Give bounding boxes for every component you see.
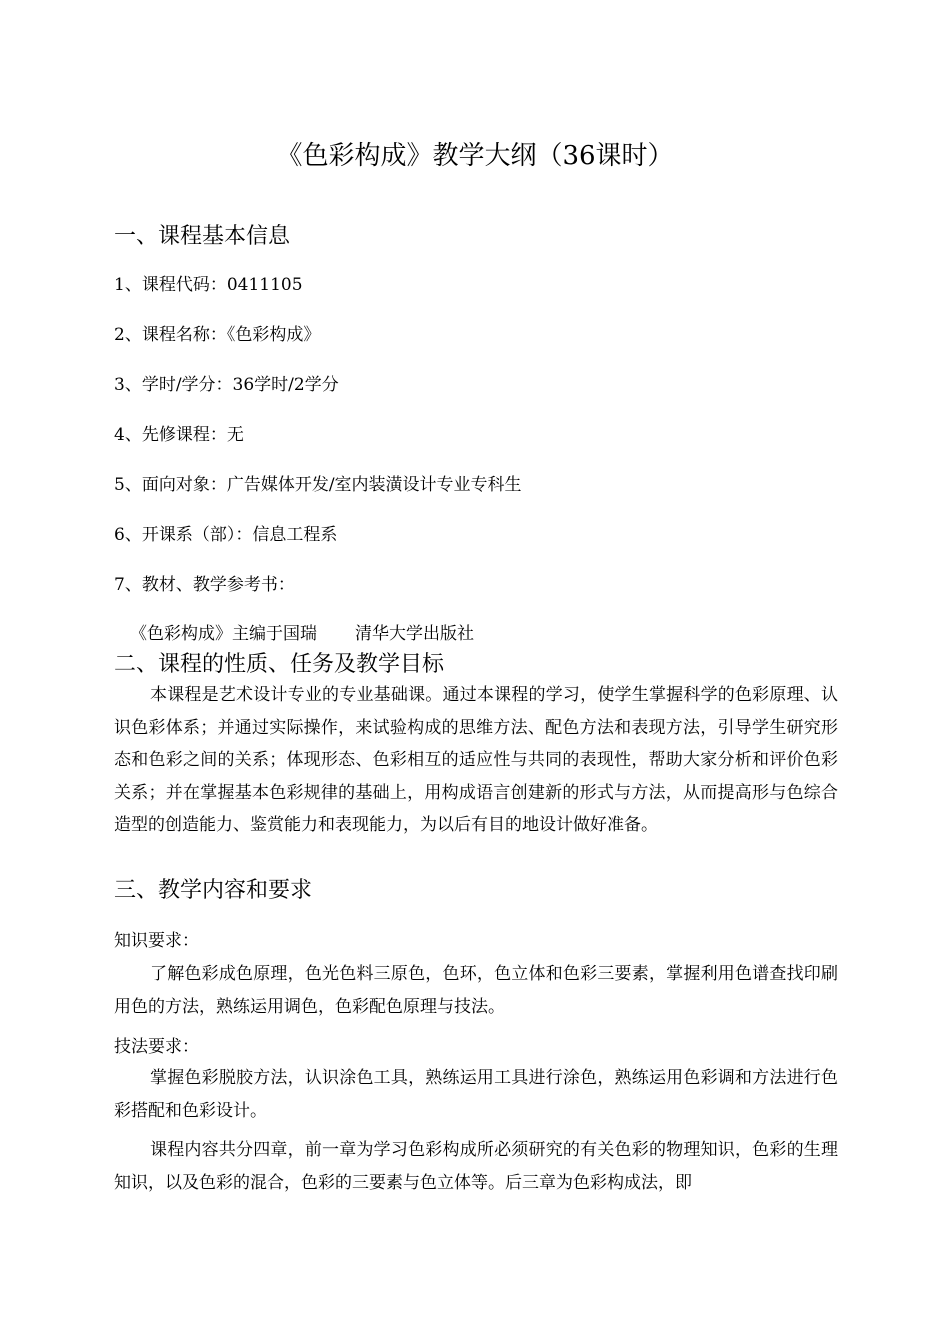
section-heading-content-requirements: 三、教学内容和要求 (114, 878, 313, 903)
course-nature-paragraph: 本课程是艺术设计专业的专业基础课。通过本课程的学习，使学生掌握科学的色彩原理、认识色彩体系；并通过实际操作，来试验构成的思维方法、配色方法和表现方法，引导学生研究形态和色彩之间的关系；体现形态、色彩相互的适应性与共同的表现性，帮助大家分析和评价色彩关系；并在掌握基本色彩规律的基础上，用构成语言创建新的形式与方法，从而提高形与色综合造型的创造能力、鉴赏能力和表现能力，为以后有目的地设计做好准备。 (114, 685, 838, 835)
skill-requirements-text: 掌握色彩脱胶方法，认识涂色工具，熟练运用工具进行涂色，熟练运用色彩调和方法进行色彩搭配和色彩设计。 (114, 1068, 838, 1121)
textbook-entry (130, 622, 474, 646)
course-content-paragraph: 课程内容共分四章，前一章为学习色彩构成所必须研究的有关色彩的物理知识，色彩的生理知识，以及色彩的混合，色彩的三要素与色立体等。后三章为色彩构成法，即 (114, 1140, 838, 1193)
info-item-course-code: 1、课程代码：0411105 (114, 275, 303, 295)
section-heading-nature-goals: 二、课程的性质、任务及教学目标 (114, 652, 445, 677)
info-item-course-name: 2、课程名称：《色彩构成》 (114, 325, 321, 345)
document-title: 《色彩构成》教学大纲（36课时） (276, 141, 674, 171)
textbook-title: 《色彩构成》主编于国瑞 (130, 624, 317, 644)
section-heading-basic-info: 一、课程基本信息 (114, 224, 291, 249)
skill-requirements-label: 技法要求： (114, 1037, 199, 1057)
textbook-publisher: 清华大学出版社 (355, 624, 474, 644)
info-item-hours-credits: 3、学时/学分：36学时/2学分 (114, 375, 339, 395)
info-item-target-audience: 5、面向对象：广告媒体开发/室内装潢设计专业专科生 (114, 475, 522, 495)
info-item-textbooks: 7、教材、教学参考书： (114, 575, 295, 595)
info-item-prerequisites: 4、先修课程：无 (114, 425, 244, 445)
info-item-department: 6、开课系（部）：信息工程系 (114, 525, 338, 545)
knowledge-requirements-label: 知识要求： (114, 931, 199, 951)
knowledge-requirements-text: 了解色彩成色原理，色光色料三原色，色环，色立体和色彩三要素，掌握利用色谱查找印刷用色的方法，熟练运用调色，色彩配色原理与技法。 (114, 964, 838, 1017)
